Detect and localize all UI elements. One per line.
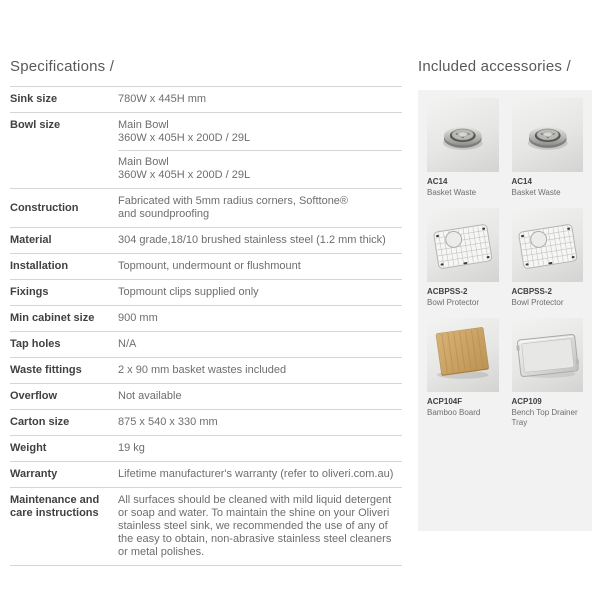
accessory-tile (427, 318, 499, 428)
spec-value: 2 x 90 mm basket wastes included (118, 364, 287, 376)
basket-waste-icon (512, 98, 584, 172)
spec-label: Waste fittings (10, 364, 82, 376)
spec-label: Installation (10, 260, 69, 272)
spec-value: All surfaces should be cleaned with mild liquid detergent or soap and water. To maintain the shine on your Oliveri stainless steel sink, we recommended the use of any of the easy to obtain, non-abrasive stainless steel cleaners or metal polishes. (118, 494, 392, 558)
spec-row-carton-size (10, 409, 402, 435)
spec-value: Topmount, undermount or flushmount (118, 260, 301, 272)
accessory-tile (512, 318, 584, 428)
accessory-name: Bowl Protector (427, 298, 480, 307)
accessory-tile (427, 208, 499, 308)
accessory-code: AC14 (511, 177, 532, 186)
spec-label: Material (10, 234, 52, 246)
spec-row-warranty (10, 461, 402, 487)
spec-row-material (10, 227, 402, 253)
spec-value: Lifetime manufacturer's warranty (refer to oliveri.com.au) (118, 468, 394, 480)
bowl-protector-icon (512, 208, 584, 282)
spec-row-installation (10, 253, 402, 279)
accessory-code: ACBPSS-2 (511, 287, 552, 296)
specifications-heading: Specifications / (10, 58, 115, 75)
bowl-protector-icon (427, 208, 499, 282)
spec-label: Min cabinet size (10, 312, 95, 324)
accessory-name: Basket Waste (427, 188, 477, 197)
accessories-panel (418, 90, 592, 531)
spec-row-tap-holes (10, 331, 402, 357)
spec-row-construction (10, 188, 402, 227)
spec-value: N/A (118, 338, 137, 350)
spec-row-min-cabinet-size (10, 305, 402, 331)
drainer-tray-icon (512, 318, 584, 392)
accessory-name: Bamboo Board (427, 408, 481, 417)
specifications-table (10, 86, 402, 566)
bowl-size-divider (118, 150, 402, 151)
spec-value (118, 119, 402, 182)
spec-row-weight (10, 435, 402, 461)
spec-label: Overflow (10, 390, 58, 402)
spec-label: Maintenance and care instructions (10, 494, 100, 519)
spec-row-waste-fittings (10, 357, 402, 383)
bowl-size-block-1: Main Bowl 360W x 405H x 200D / 29L (118, 119, 251, 144)
spec-label: Bowl size (10, 119, 61, 131)
accessory-tile (427, 98, 499, 198)
spec-label: Tap holes (10, 338, 61, 350)
spec-value: 780W x 445H mm (118, 93, 207, 105)
spec-label: Fixings (10, 286, 49, 298)
spec-label: Weight (10, 442, 47, 454)
bowl-size-block-2: Main Bowl 360W x 405H x 200D / 29L (118, 156, 251, 181)
accessory-code: ACBPSS-2 (427, 287, 468, 296)
spec-value: 19 kg (118, 442, 145, 454)
accessories-grid (427, 98, 583, 428)
accessory-tile (512, 208, 584, 308)
accessory-code: AC14 (427, 177, 448, 186)
accessory-name: Basket Waste (511, 188, 561, 197)
spec-label: Sink size (10, 93, 58, 105)
specifications-section (10, 58, 402, 566)
spec-row-overflow (10, 383, 402, 409)
spec-value: 304 grade,18/10 brushed stainless steel (1.2 mm thick) (118, 234, 386, 246)
bamboo-board-icon (427, 318, 499, 392)
spec-row-maintenance (10, 487, 402, 565)
spec-value: Fabricated with 5mm radius corners, Softtone® and soundproofing (118, 195, 349, 220)
accessory-code: ACP109 (511, 397, 542, 406)
accessory-tile (512, 98, 584, 198)
spec-value: Not available (118, 390, 182, 402)
spec-value: Topmount clips supplied only (118, 286, 259, 298)
spec-value: 875 x 540 x 330 mm (118, 416, 218, 428)
spec-label: Construction (10, 201, 79, 214)
accessory-name: Bowl Protector (511, 298, 564, 307)
basket-waste-icon (427, 98, 499, 172)
accessory-name: Bench Top Drainer Tray (511, 408, 578, 427)
accessories-heading: Included accessories / (418, 58, 571, 75)
accessory-code: ACP104F (427, 397, 463, 406)
spec-value: 900 mm (118, 312, 158, 324)
spec-row-fixings (10, 279, 402, 305)
spec-row-bowl-size (10, 112, 402, 188)
spec-label: Carton size (10, 416, 70, 428)
spec-row-sink-size (10, 86, 402, 112)
spec-label: Warranty (10, 468, 58, 480)
